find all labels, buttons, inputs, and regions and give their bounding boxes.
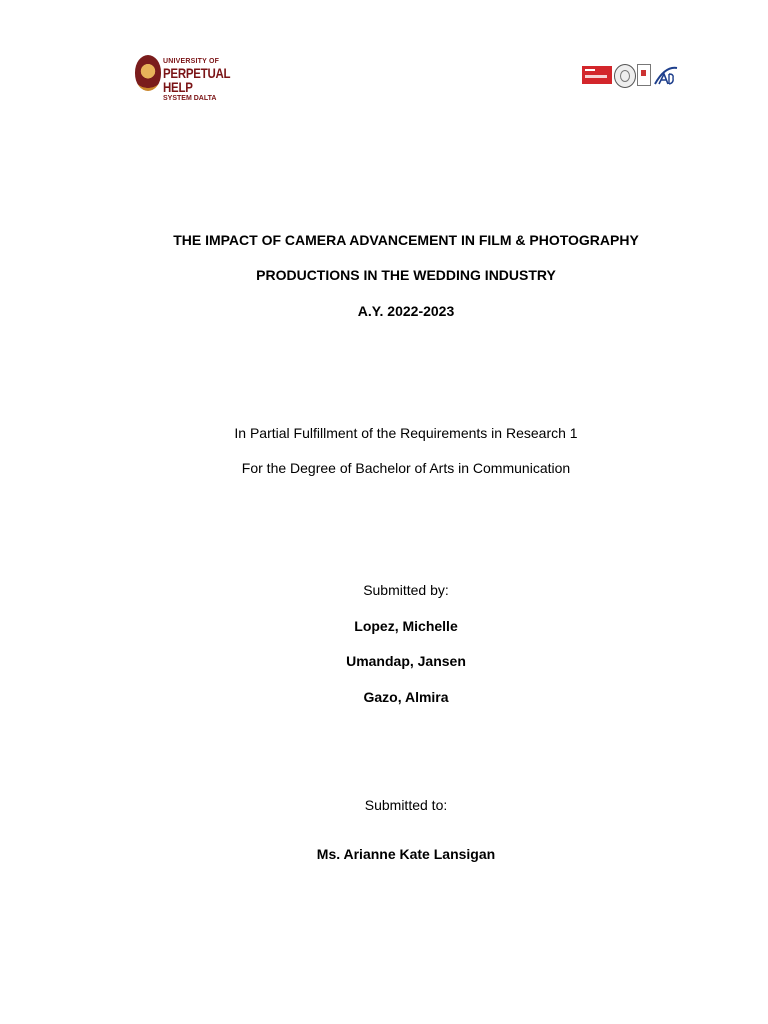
logo-line-3: SYSTEM DALTA — [163, 95, 217, 102]
university-seal-icon — [135, 55, 161, 91]
author-name: Umandap, Jansen — [346, 653, 466, 669]
bureau-veritas-seal-icon — [614, 64, 636, 88]
iso-certification-icon — [582, 66, 612, 84]
logo-line-1: UNIVERSITY OF — [163, 58, 220, 65]
academic-year: A.Y. 2022-2023 — [357, 303, 455, 319]
fulfillment-line-2: For the Degree of Bachelor of Arts in Communication — [241, 460, 571, 476]
certification-logos — [582, 62, 678, 90]
university-logo-text — [163, 58, 265, 102]
fulfillment-line-1: In Partial Fulfillment of the Requirements in Research 1 — [234, 425, 578, 441]
title-line-2: PRODUCTIONS IN THE WEDDING INDUSTRY — [256, 267, 556, 283]
author-name: Lopez, Michelle — [354, 618, 458, 634]
author-name: Gazo, Almira — [363, 689, 449, 705]
accreditation-logo-icon — [652, 62, 678, 88]
adviser-name: Ms. Arianne Kate Lansigan — [316, 846, 496, 862]
university-logo — [135, 55, 265, 102]
title-line-1: THE IMPACT OF CAMERA ADVANCEMENT IN FILM & PHOTOGRAPHY — [173, 232, 639, 248]
logo-line-2: PERPETUAL HELP — [163, 65, 231, 95]
submitted-by-label: Submitted by: — [363, 582, 449, 598]
certification-mark-icon — [637, 64, 651, 86]
submitted-to-label: Submitted to: — [364, 797, 448, 813]
